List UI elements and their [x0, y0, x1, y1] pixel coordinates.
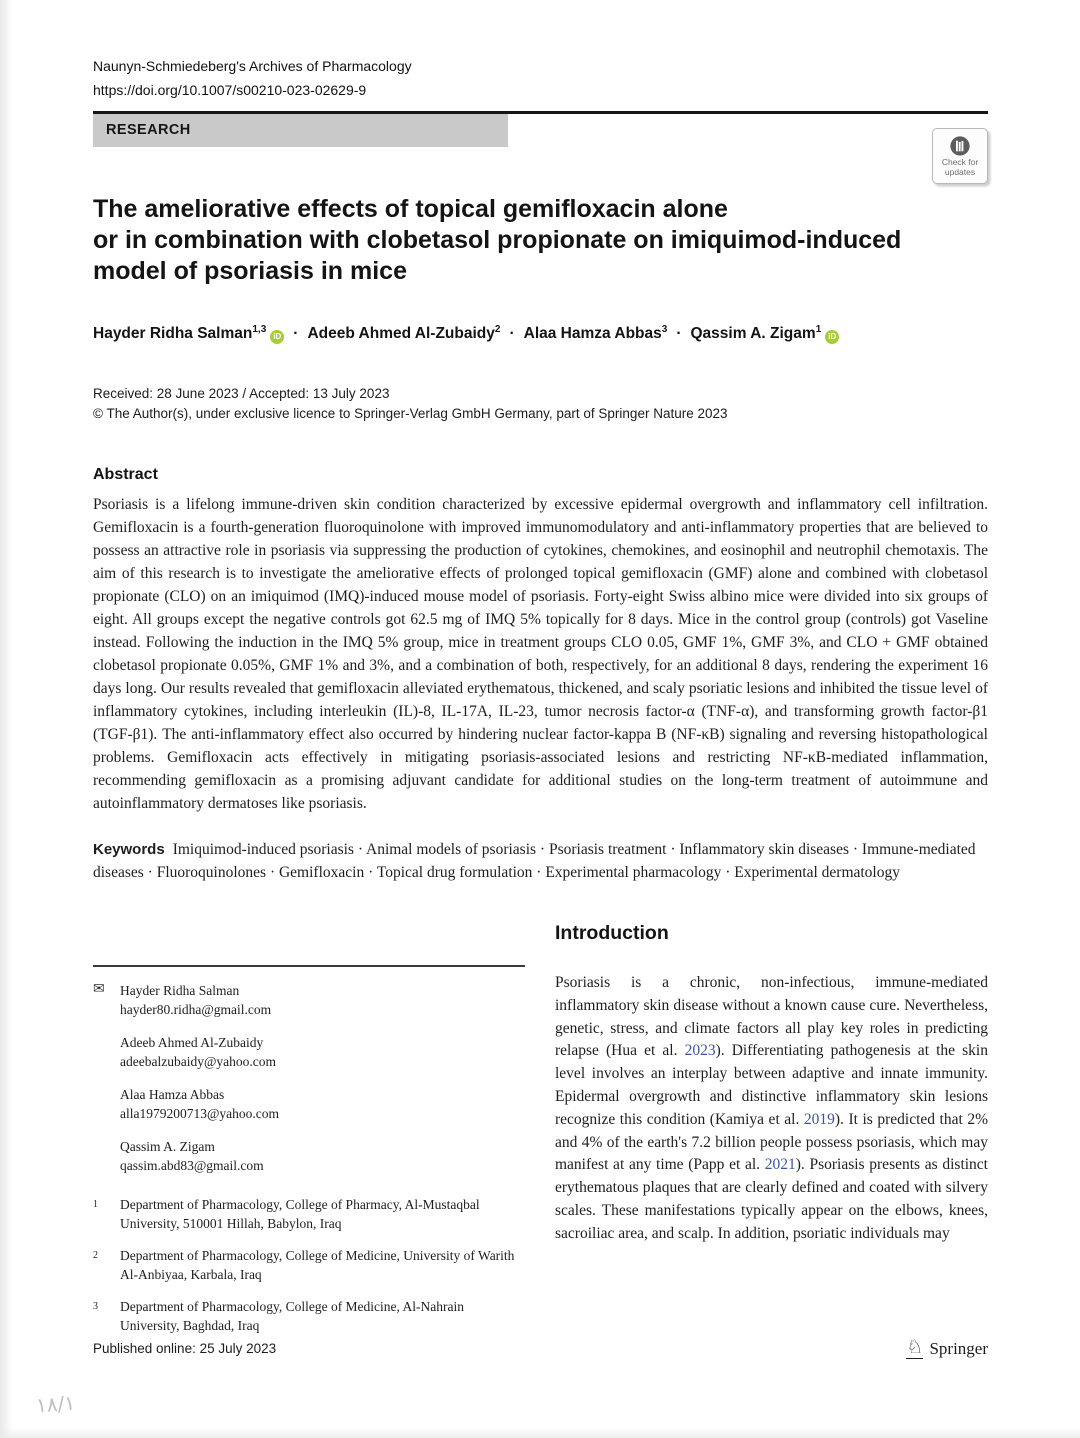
section-label: RESEARCH [106, 122, 191, 139]
affiliation: 1 Department of Pharmacology, College of Pharmacy, Al-Mustaqbal University, 510001 Hillah, Babylon, Iraq [93, 1196, 480, 1231]
introduction-column [555, 922, 988, 1348]
check-for-updates-badge[interactable] [932, 128, 988, 184]
citation-link[interactable]: 2021 [764, 1156, 796, 1174]
envelope-icon: ✉ [93, 981, 105, 997]
abstract-body: Psoriasis is a lifelong immune-driven skin condition characterized by excessive epidermal overgrowth and inflammatory cell infiltration. Gemifloxacin is a fourth-generation fluoroquinolone with improved immunomodulatory and anti-inflammatory properties that are believed to possess an attractive role in psoriasis via suppressing the production of cytokines, chemokines, and eosinophil and neutrophil chemotaxis. The aim of this research is to investigate the ameliorative effects of prolonged topical gemifloxacin (GMF) alone and combined with clobetasol propionate (CLO) on an imiquimod (IMQ)-induced mouse model of psoriasis. Forty-eight Swiss albino mice were divided into six groups of eight. All groups except the negative controls got 62.5 mg of IMQ 5% topically for 8 days. Mice in the control group (controls) got Vaseline instead. Following the induction in the IMQ 5% group, mice in treatment groups CLO 0.05, GMF 1%, GMF 3%, and CLO + GMF obtained clobetasol propionate 0.05%, GMF 1% and 3%, and a combination of both, respectively, for an additional 8 days, rendering the experiment 16 days long. Our results revealed that gemifloxacin alleviated erythematous, thickened, and scaly psoriatic lesions and inhibited the tissue level of inflammatory cytokines, including interleukin (IL)-8, IL-17A, IL-23, tumor necrosis factor-α (TNF-α), and transforming growth factor-β1 (TGF-β1). The anti-inflammatory effect also occurred by hindering nuclear factor-kappa B (NF-κB) signaling and reversing histopathological problems. Gemifloxacin acts effectively in mitigating psoriasis-associated lesions and restricting NF-κB-mediated inflammation, recommending gemifloxacin as a promising adjuvant candidate for additional studies on the long-term treatment of autoimmune and autoinflammatory dermatoses like psoriasis. [93, 495, 988, 812]
dates-block [93, 384, 988, 424]
received-accepted-line: Received: 28 June 2023 / Accepted: 13 July 2023 [93, 385, 390, 401]
correspondent-email[interactable]: hayder80.ridha@gmail.com [120, 1001, 272, 1017]
author-affiliation-sup: 2 [494, 323, 501, 335]
author-affiliation-sup: 1,3 [252, 323, 267, 335]
corresponding-author [93, 981, 525, 1019]
author: · Adeeb Ahmed Al-Zubaidy$^2$ [284, 325, 500, 342]
author: · Qassim A. Zigam$^1$iD [667, 325, 839, 342]
doi-link[interactable]: https://doi.org/10.1007/s00210-023-02629-9 [93, 81, 367, 98]
author-affiliation-sup: 3 [661, 323, 668, 335]
copyright-line: © The Author(s), under exclusive licence to Springer-Verlag GmbH Germany, part of Springer Nature 2023 [93, 405, 728, 421]
check-updates-label: Check for updates [941, 156, 979, 177]
springer-knight-icon: ♘ [906, 1336, 924, 1358]
abstract-heading: Abstract [93, 465, 158, 483]
author-affiliation-sup: 1 [815, 323, 822, 335]
journal-name: Naunyn-Schmiedeberg's Archives of Pharmacology [93, 58, 412, 74]
introduction-paragraph: Psoriasis is a chronic, non-infectious, immune-mediated inflammatory skin disease without a known cause cure. Nevertheless, genetic, stress, and climate factors all play key roles in predicting relapse (Hua et al. 2023). Differentiating pathogenesis at the skin level involves an interplay between adaptive and innate immunity. Epidermal overgrowth and distinctive inflammatory skin lesions recognize this condition (Kamiya et al. 2019). It is predicted that 2% and 4% of the earth's 7.2 billion people possess psoriasis, which may manifest at any time (Papp et al. 2021). Psoriasis presents as distinct erythematous plaques that are clearly defined and coated with silvery scales. These manifestations typically appear on the elbows, knees, sacroiliac area, and scalp. In addition, psoriatic individuals may [555, 973, 988, 1242]
correspondent-name: Adeeb Ahmed Al-Zubaidy [120, 1034, 264, 1050]
affiliation: 3 Department of Pharmacology, College of Medicine, Al-Nahrain University, Baghdad, Iraq [93, 1298, 465, 1333]
correspondent-name: Alaa Hamza Abbas [120, 1086, 225, 1102]
citation-link[interactable]: 2023 [684, 1042, 716, 1060]
author: · Alaa Hamza Abbas$^3$ [500, 325, 667, 342]
correspondent-email[interactable]: qassim.abd83@gmail.com [120, 1157, 264, 1173]
correspondent-email[interactable]: alla1979200713@yahoo.com [120, 1105, 280, 1121]
section-band [93, 114, 508, 147]
author-contact [93, 1033, 525, 1071]
introduction-heading: Introduction [555, 921, 669, 944]
orcid-icon[interactable]: iD [270, 330, 284, 344]
handwritten-page-mark: ١٨/١ [35, 1390, 76, 1418]
footnote-rule [93, 965, 525, 967]
article-title: The ameliorative effects of topical gemifloxacin alone or in combination with clobetasol propionate on imiquimod-induced model of psoriasis in mice [93, 194, 902, 285]
author-contact [93, 1085, 525, 1123]
correspondent-name: Qassim A. Zigam [120, 1138, 215, 1154]
citation-link[interactable]: 2019 [803, 1110, 835, 1128]
springer-wordmark: Springer [929, 1338, 988, 1358]
crossmark-icon [949, 135, 971, 157]
footnote-column [93, 922, 525, 1348]
keywords-label: Keywords [93, 840, 165, 858]
orcid-icon[interactable]: iD [825, 330, 839, 344]
springer-logo [906, 1338, 988, 1359]
affiliation: 2 Department of Pharmacology, College of Medicine, University of Warith Al-Anbiyaa, Karbala, Iraq [93, 1247, 515, 1282]
keywords-text: Imiquimod-induced psoriasis · Animal models of psoriasis · Psoriasis treatment · Inflammatory skin diseases · Immune-mediated diseases · Fluoroquinolones · Gemifloxacin · Topical drug formulation · Experimental pharmacology · Experimental dermatology [93, 840, 976, 881]
published-online-line: Published online: 25 July 2023 [93, 1341, 277, 1356]
author-list [93, 324, 988, 344]
correspondent-email[interactable]: adeebalzubaidy@yahoo.com [120, 1053, 276, 1069]
author-contact [93, 1137, 525, 1175]
keywords-block [93, 838, 988, 884]
correspondent-name: Hayder Ridha Salman [120, 982, 240, 998]
author: Hayder Ridha Salman$^{1,3}$iD [93, 325, 284, 342]
